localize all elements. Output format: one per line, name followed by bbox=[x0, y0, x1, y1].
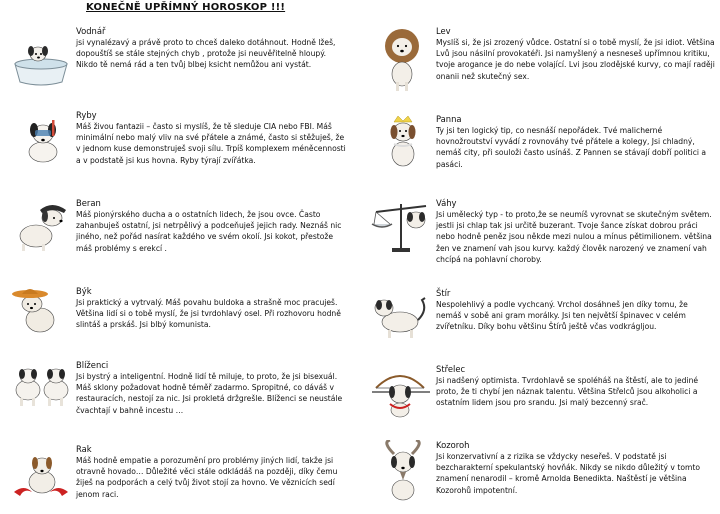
sign-name: Rak bbox=[76, 444, 92, 454]
page-title: KONEČNĚ UPŘÍMNÝ HOROSKOP !!! bbox=[86, 2, 286, 13]
sign-taurus bbox=[10, 286, 350, 358]
sign-gemini bbox=[10, 360, 350, 440]
dog-hat-icon bbox=[12, 202, 70, 252]
sign-description: Jsi nadšený optimista. Tvrdohlavě se spoléháš na štěstí, ale to jediné proto, že ti chybí jen náznak talentu. Většina Střelců jsou alkoholici a ostatním lidem jsou pro srandu. Jsi malý bezcenný srač. bbox=[436, 376, 699, 408]
sign-name: Býk bbox=[76, 286, 92, 296]
sign-description: Myslíš si, že jsi zrozený vůdce. Ostatní si o tobě myslí, že jsi idiot. Většina Lvů jsou násilní provokatéři. Jsi namyšlený a nesneseš upřímnou kritiku, tvoje arogance je do nebe volající. Lvi jsou zlodějské kurvy, co mají raději onanii než skutečný sex. bbox=[436, 38, 715, 81]
sign-name: Váhy bbox=[436, 198, 457, 208]
sign-name: Štír bbox=[436, 288, 451, 298]
sign-cancer bbox=[10, 444, 350, 514]
dog-scorpion-icon bbox=[370, 290, 432, 340]
dog-archer-icon bbox=[370, 368, 432, 418]
dog-tiara-icon bbox=[378, 114, 428, 172]
sign-description: Jsi bystrý a inteligentní. Hodně lidí tě miluje, to proto, že jsi bisexuál. Máš sklony požadovat hodně téměř zadarmo. Spropitné, co dáváš v restauracích, nestojí za nic. Jsi prokletá držgrešle. Blíženci se neustále čvachtají v bahně incestu … bbox=[76, 372, 343, 415]
sign-description: jsi vynalézavý a právě proto to chceš daleko dotáhnout. Hodně lžeš, dopouštíš se stále stejných chyb , protože jsi neuvěřitelně hloupý. Nikdo tě nemá rád a ten tvůj blbej ksicht nemůžou ani vystát. bbox=[76, 38, 336, 70]
dog-snorkel-icon bbox=[18, 116, 68, 166]
dog-claws-icon bbox=[10, 448, 72, 500]
sign-description: Jsi umělecký typ - to proto,že se neumíš vyrovnat se skutečným světem. jestli jsi chlap tak jsi určitě buzerant. Tvoje šance získat dobrou práci nebo hodně peněz jsou někde mezi nulou a mínus pětimilionem. většina žen ve znamení vah jsou kurvy. každý člověk narozený ve znamení vah chcípá na pohlavní choroby. bbox=[436, 210, 712, 264]
sign-description: Máš pionýrského ducha a o ostatních lidech, že jsou ovce. Často zahanbuješ ostatní, jsi netrpělivý a podceňuješ jejich rady. Neznáš nic jiného, než pořád nasírat každého ve svém okolí. Jsi kokot, přestože máš problémy s erekcí . bbox=[76, 210, 342, 253]
sign-name: Ryby bbox=[76, 110, 97, 120]
sign-name: Beran bbox=[76, 198, 101, 208]
sign-description: Máš živou fantazii – často si myslíš, že tě sleduje CIA nebo FBI. Máš minimální nebo malý vliv na své přátele a známé, často si stěžuješ, že v jednom kuse demonstruješ svoji sílu. Trpíš komplexem méněcennosti a v podstatě jsi kus hovna. Ryby týrají zvířátka. bbox=[76, 122, 346, 165]
sign-name: Střelec bbox=[436, 364, 466, 374]
sign-scorpio bbox=[370, 288, 715, 360]
sign-name: Blíženci bbox=[76, 360, 109, 370]
sign-name: Lev bbox=[436, 26, 451, 36]
dog-lion-mane-icon bbox=[376, 26, 428, 92]
sign-capricorn bbox=[370, 440, 715, 514]
sign-libra bbox=[370, 198, 715, 284]
sign-name: Panna bbox=[436, 114, 462, 124]
dog-in-bathtub-icon bbox=[12, 42, 70, 86]
sign-aries bbox=[10, 198, 350, 282]
dog-cowboy-hat-icon bbox=[10, 286, 70, 336]
sign-pisces bbox=[10, 110, 350, 194]
sign-aquarius bbox=[10, 26, 350, 110]
sign-description: Máš hodně empatie a porozumění pro problémy jiných lidí, takže jsi otravně hovado… Důležité věci stále odkládáš na později, díky čemu žiješ na podporách a celý tvůj život stojí za hovno. Ve věznicích sedí jenom raci. bbox=[76, 456, 338, 499]
sign-name: Vodnář bbox=[76, 26, 106, 36]
sign-description: Jsi konzervativní a z rizika se vždycky neseřeš. V podstatě jsi bezcharakterní spekulantský hovňák. Nikdy se nikdo důležitý v tomto znamení nenarodil – kromě Arnolda Benedikta. Naštěstí je většina Kozorohů impotentní. bbox=[436, 452, 700, 495]
sign-sagittarius bbox=[370, 364, 715, 438]
sign-virgo bbox=[370, 114, 715, 198]
sign-description: Nespolehlivý a podle vychcaný. Vrchol dosáhneš jen díky tomu, že nemáš v sobě ani gram morálky. Jsi ten největší špinavec v celém zvířetníku. Díky bohu většinu Štírů ještě včas vodkrágljou. bbox=[436, 300, 688, 332]
sign-leo bbox=[370, 26, 715, 114]
sign-description: Ty jsi ten logický tip, co nesnáší nepořádek. Tvé malicherné hovnožroutství vyvádí z rovnováhy tvé přátele a kolegy, Jsi chladný, nemáš city, při souloži často usínáš. Z Pannen se stávají dobří politici a pasáci. bbox=[436, 126, 707, 169]
dog-goat-horns-icon bbox=[376, 440, 430, 506]
dog-in-scale-icon bbox=[370, 198, 432, 256]
sign-description: Jsi praktický a vytrvalý. Máš povahu buldoka a strašně moc pracuješ. Většina lidí si o tobě myslí, že jsi tvrdohlavý osel. Při rozhovoru hodně slintáš a prskáš. Jsi blbý komunista. bbox=[76, 298, 341, 330]
two-dogs-icon bbox=[12, 364, 72, 408]
sign-name: Kozoroh bbox=[436, 440, 470, 450]
